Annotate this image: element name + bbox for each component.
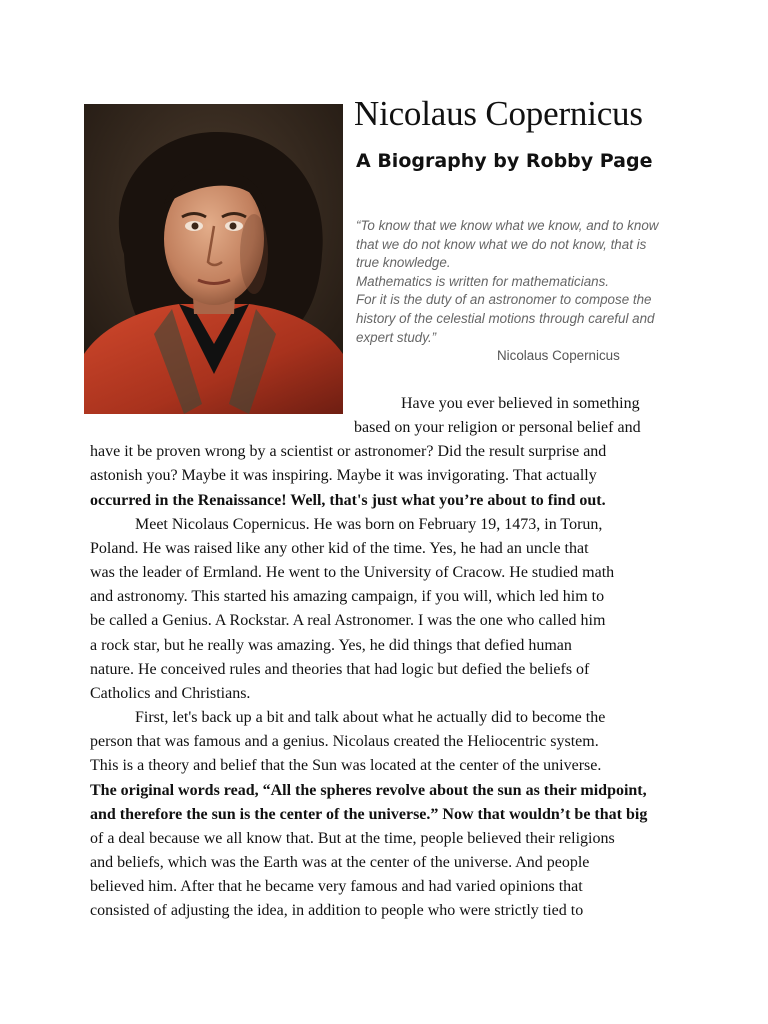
quote-attribution: Nicolaus Copernicus: [497, 348, 620, 363]
document-subtitle: A Biography by Robby Page: [356, 150, 653, 172]
text-line: consisted of adjusting the idea, in addition to people who were strictly tied to: [90, 902, 584, 920]
text-line: and astronomy. This started his amazing campaign, if you will, which led him to: [90, 588, 605, 606]
text-line: Have you ever believed in something: [401, 395, 640, 412]
paragraph-intro: [90, 392, 690, 513]
paragraph-heliocentric: [90, 706, 690, 923]
text-line: of a deal because we all know that. But at the time, people believed their religions: [90, 829, 615, 847]
text-line: be called a Genius. A Rockstar. A real Astronomer. I was the one who called him: [90, 612, 606, 630]
portrait-illustration: [84, 104, 343, 414]
quote-line: true knowledge.: [356, 255, 451, 271]
epigraph-quote: [356, 217, 686, 347]
text-line: Poland. He was raised like any other kid of the time. Yes, he had an uncle that: [90, 539, 589, 557]
text-line: First, let's back up a bit and talk about what he actually did to become the: [135, 709, 606, 727]
text-line: have it be proven wrong by a scientist or astronomer? Did the result surprise and: [90, 443, 607, 461]
text-line: person that was famous and a genius. Nicolaus created the Heliocentric system.: [90, 733, 599, 751]
quote-line: “To know that we know what we know, and to know: [356, 218, 659, 233]
text-line: astonish you? Maybe it was inspiring. Maybe it was invigorating. That actually: [90, 467, 597, 485]
text-line: The original words read, “All the spheres revolve about the sun as their midpoint,: [90, 781, 647, 799]
text-line: a rock star, but he really was amazing. Yes, he did things that defied human: [90, 636, 572, 654]
quote-line: that we do not know what we do not know, that is: [356, 236, 647, 252]
paragraph-early-life: [90, 513, 690, 706]
text-line: based on your religion or personal belief and: [354, 419, 641, 437]
quote-line: history of the celestial motions through careful and: [356, 310, 655, 326]
quote-line: For it is the duty of an astronomer to compose the: [356, 292, 652, 308]
text-line: occurred in the Renaissance! Well, that's just what you’re about to find out.: [90, 491, 606, 509]
text-line: believed him. After that he became very famous and had varied opinions that: [90, 878, 583, 896]
text-line: This is a theory and belief that the Sun was located at the center of the universe.: [90, 757, 602, 775]
portrait-image: [84, 104, 343, 414]
quote-line: expert study.”: [356, 329, 437, 345]
quote-line: Mathematics is written for mathematicians.: [356, 273, 610, 289]
text-line: and therefore the sun is the center of the universe.” Now that wouldn’t be that big: [90, 805, 648, 823]
document-title: Nicolaus Copernicus: [354, 94, 643, 133]
biography-body: [90, 392, 690, 923]
text-line: Meet Nicolaus Copernicus. He was born on February 19, 1473, in Torun,: [135, 515, 603, 533]
text-line: nature. He conceived rules and theories that had logic but defied the beliefs of: [90, 660, 590, 678]
text-line: and beliefs, which was the Earth was at the center of the universe. And people: [90, 853, 590, 871]
text-line: Catholics and Christians.: [90, 684, 251, 702]
text-line: was the leader of Ermland. He went to the University of Cracow. He studied math: [90, 564, 615, 582]
